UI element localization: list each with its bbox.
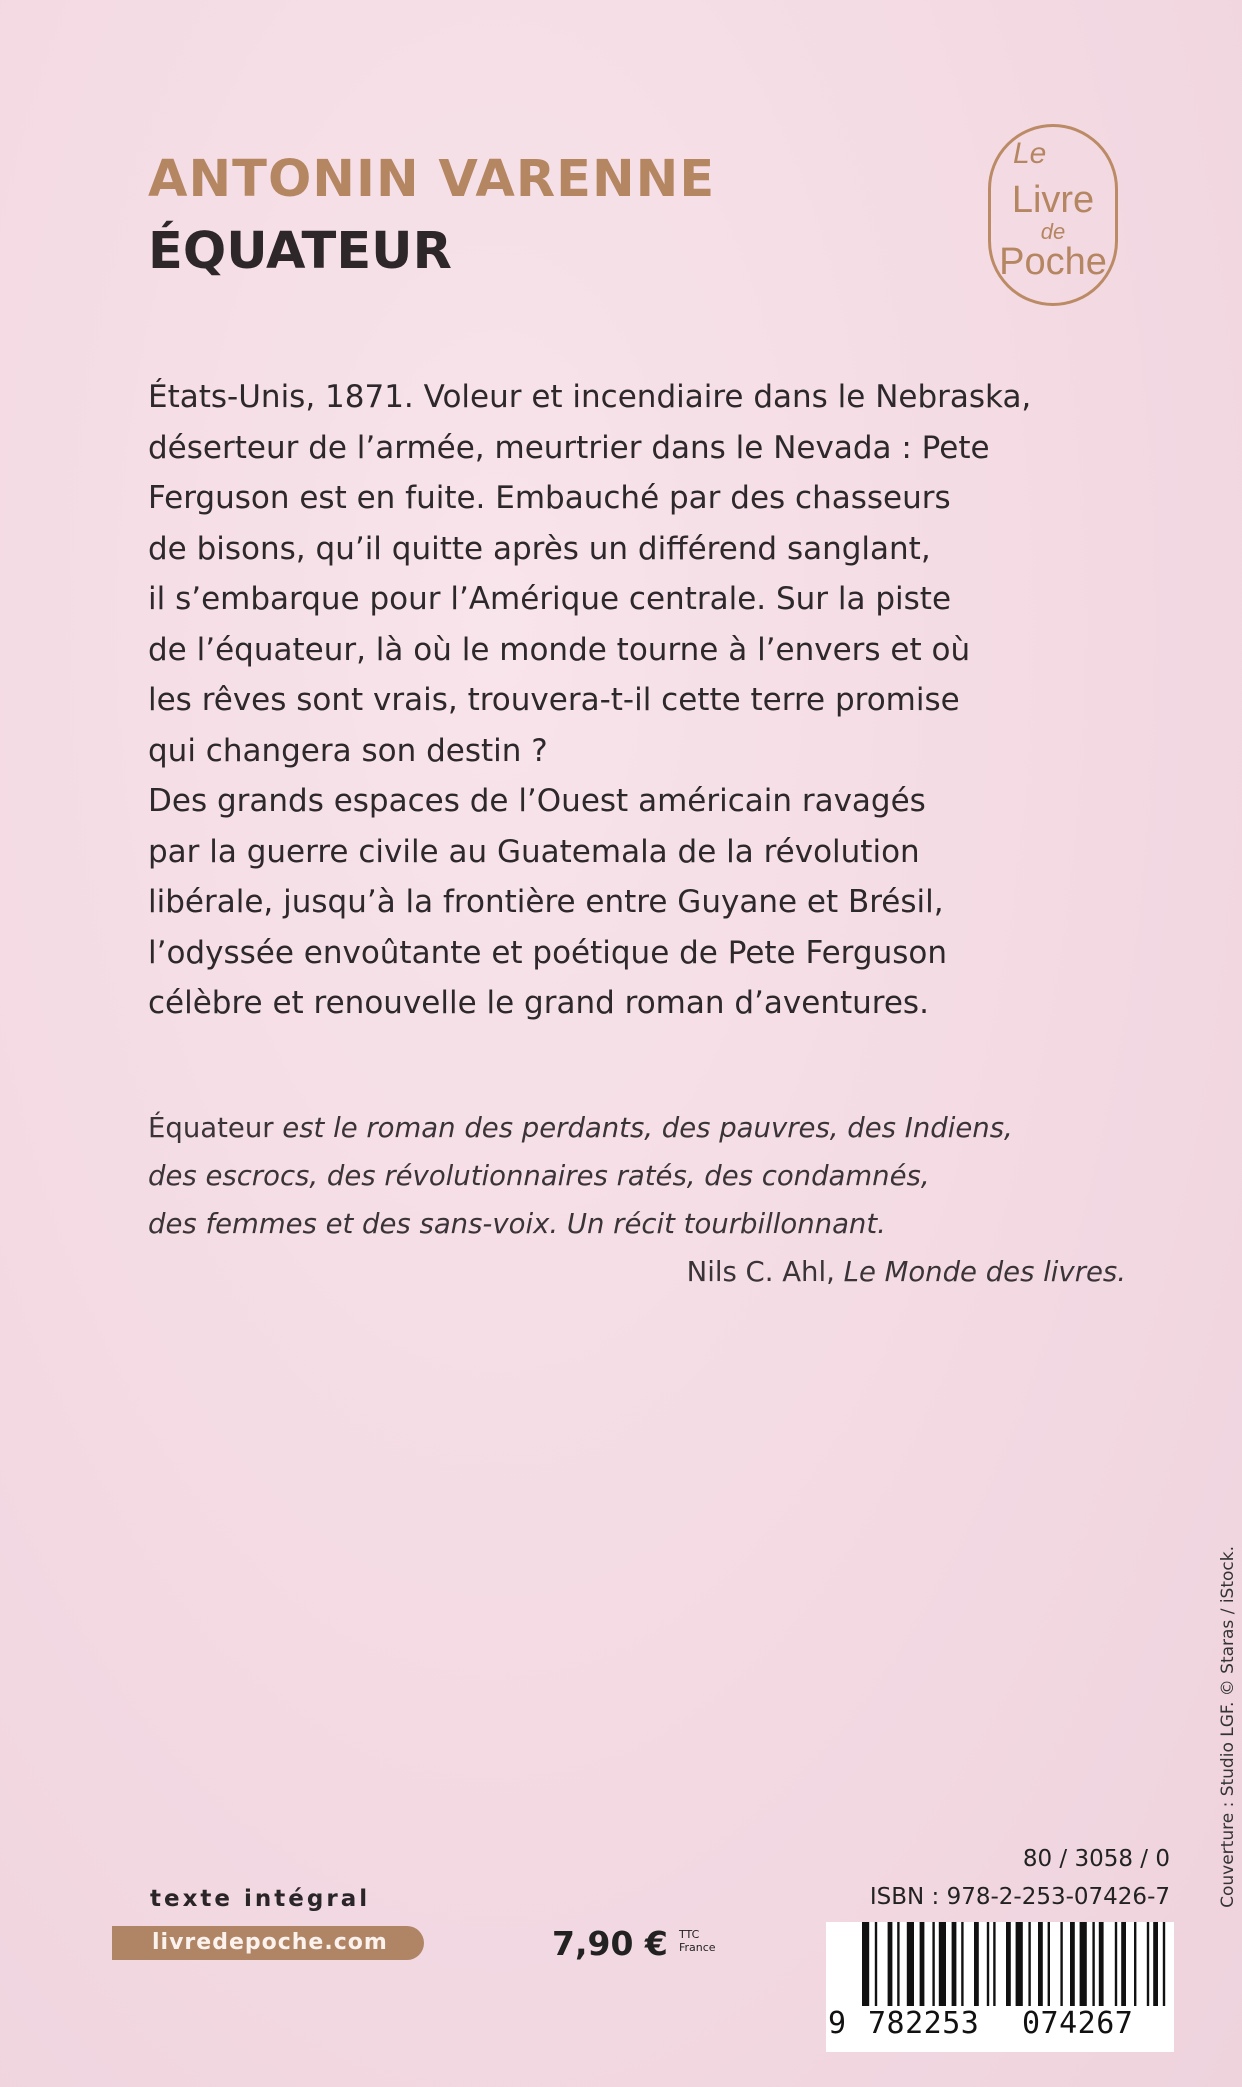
synopsis-line: qui changera son destin ? bbox=[148, 732, 548, 769]
barcode-bar bbox=[1115, 1922, 1117, 2006]
synopsis-line: déserteur de l’armée, meurtrier dans le Nevada : Pete bbox=[148, 429, 990, 466]
synopsis-line: il s’embarque pour l’Amérique centrale. Sur la piste bbox=[148, 581, 952, 617]
barcode-bar bbox=[1163, 1922, 1165, 2006]
barcode-bar bbox=[1147, 1922, 1149, 2006]
barcode-bar bbox=[1060, 1922, 1062, 2006]
edition-label: texte intégral bbox=[150, 1886, 371, 1912]
logo-text-poche: Poche bbox=[999, 241, 1107, 283]
barcode-bar bbox=[939, 1922, 946, 2006]
price-note-ttc: TTC bbox=[678, 1928, 700, 1941]
press-quote bbox=[148, 1104, 1138, 1296]
synopsis-line: par la guerre civile au Guatemala de la révolution bbox=[148, 833, 920, 870]
logo-text-de: de bbox=[1040, 219, 1066, 244]
synopsis-line: Ferguson est en fuite. Embauché par des chasseurs bbox=[148, 480, 951, 516]
catalog-code: 80 / 3058 / 0 bbox=[1022, 1846, 1170, 1872]
barcode bbox=[826, 1922, 1174, 2052]
barcode-bar bbox=[961, 1922, 963, 2006]
book-title: ÉQUATEUR bbox=[148, 222, 452, 281]
synopsis-line: Des grands espaces de l’Ouest américain ravagés bbox=[148, 783, 926, 819]
barcode-bar bbox=[1006, 1922, 1011, 2006]
barcode-bar bbox=[993, 1922, 995, 2006]
logo-text-le: Le bbox=[1013, 137, 1047, 170]
synopsis-line: célèbre et renouvelle le grand roman d’aventures. bbox=[148, 985, 929, 1021]
barcode-bar bbox=[987, 1922, 989, 2006]
quote-line bbox=[148, 1104, 1138, 1152]
price bbox=[552, 1924, 716, 1963]
barcode-bar bbox=[1028, 1922, 1030, 2006]
synopsis-line: de l’équateur, là où le monde tourne à l’envers et où bbox=[148, 631, 971, 668]
barcode-bar bbox=[932, 1922, 934, 2006]
author-name: ANTONIN VARENNE bbox=[148, 150, 716, 209]
barcode-bar bbox=[1080, 1922, 1087, 2006]
barcode-bar bbox=[907, 1922, 914, 2006]
barcode-bar bbox=[1092, 1922, 1094, 2006]
quote-line: des femmes et des sans-voix. Un récit tourbillonnant. bbox=[148, 1208, 886, 1240]
price-amount: 7,90 € bbox=[552, 1924, 668, 1963]
barcode-bar bbox=[875, 1922, 877, 2006]
barcode-bars bbox=[862, 1922, 1174, 2006]
quote-text: est le roman des perdants, des pauvres, des Indiens, bbox=[273, 1112, 1013, 1144]
barcode-bar bbox=[862, 1922, 869, 2006]
quote-author: Nils C. Ahl, bbox=[686, 1256, 844, 1288]
barcode-bar bbox=[952, 1922, 957, 2006]
barcode-bar bbox=[1121, 1922, 1126, 2006]
publisher-logo bbox=[988, 124, 1118, 306]
synopsis-line: de bisons, qu’il quitte après un différend sanglant, bbox=[148, 530, 931, 567]
barcode-bar bbox=[974, 1922, 979, 2006]
barcode-digit-first: 9 bbox=[828, 2006, 847, 2041]
synopsis-line: États-Unis, 1871. Voleur et incendiaire dans le Nebraska, bbox=[148, 379, 1032, 415]
barcode-bar bbox=[1048, 1922, 1050, 2006]
synopsis bbox=[148, 372, 1108, 1029]
barcode-digits-left: 782253 bbox=[868, 2006, 980, 2041]
price-note-france: France bbox=[678, 1941, 716, 1954]
quote-attribution bbox=[148, 1248, 1138, 1296]
barcode-bar bbox=[1153, 1922, 1158, 2006]
quote-line: des escrocs, des révolutionnaires ratés, des condamnés, bbox=[148, 1160, 930, 1192]
barcode-bar bbox=[1016, 1922, 1023, 2006]
barcode-bar bbox=[1070, 1922, 1075, 2006]
barcode-bar bbox=[888, 1922, 893, 2006]
barcode-bar bbox=[920, 1922, 925, 2006]
quote-book-title: Équateur bbox=[148, 1112, 274, 1144]
price-note bbox=[679, 1928, 716, 1954]
synopsis-line: libérale, jusqu’à la frontière entre Guyane et Brésil, bbox=[148, 884, 944, 920]
isbn: ISBN : 978-2-253-07426-7 bbox=[869, 1884, 1170, 1910]
barcode-bar bbox=[1134, 1922, 1136, 2006]
synopsis-line: les rêves sont vrais, trouvera-t-il cette terre promise bbox=[148, 682, 960, 718]
barcode-bar bbox=[1099, 1922, 1104, 2006]
logo-text-livre: Livre bbox=[1011, 179, 1095, 221]
barcode-bar bbox=[897, 1922, 899, 2006]
cover-credit: Couverture : Studio LGF. © Staras / iStock. bbox=[1218, 1546, 1238, 1908]
publisher-website: livredepoche.com bbox=[112, 1926, 424, 1960]
synopsis-line: l’odyssée envoûtante et poétique de Pete Ferguson bbox=[148, 934, 947, 971]
quote-source: Le Monde des livres. bbox=[843, 1256, 1126, 1288]
barcode-digits-right: 074267 bbox=[1022, 2006, 1134, 2041]
barcode-bar bbox=[1038, 1922, 1043, 2006]
